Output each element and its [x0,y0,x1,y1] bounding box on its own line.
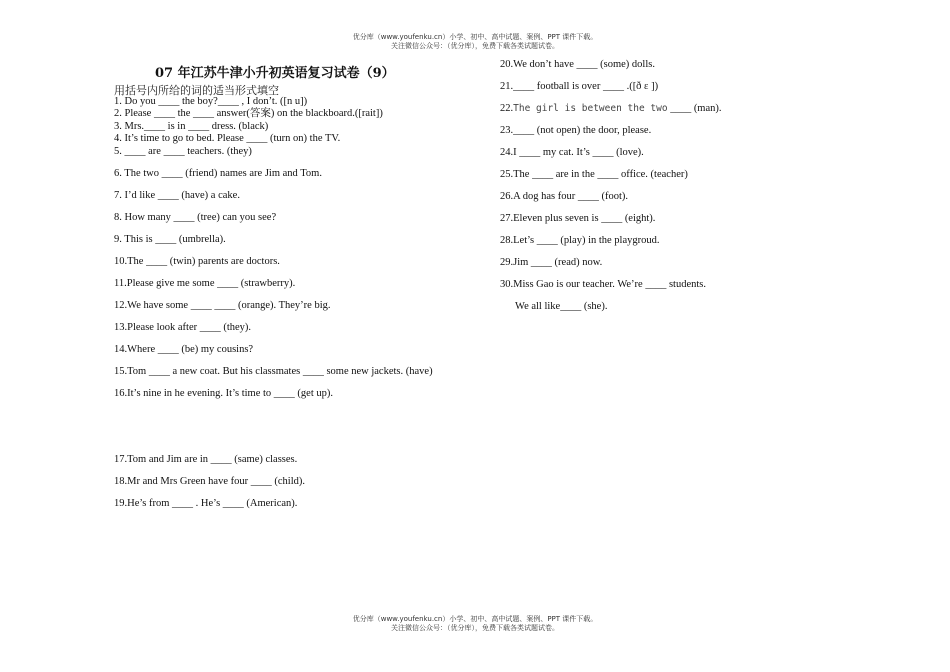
question-7: 7. I’d like ____ (have) a cake. [114,190,240,201]
question-16: 16.It’s nine in he evening. It’s time to ____ (get up). [114,388,334,399]
question-28: 28.Let’s ____ (play) in the playgroud. [500,235,660,246]
question-4: 4. It’s time to go to bed. Please ____ (turn on) the TV. [114,133,341,144]
footer-line-2: 关注微信公众号：（优分库），免费下载各类试题试卷。 [391,624,559,632]
page-footer [0,615,950,633]
question-8: 8. How many ____ (tree) can you see? [114,212,277,223]
question-11: 11.Please give me some ____ (strawberry). [114,278,296,289]
question-30-continued: We all like____ (she). [515,301,608,312]
page-header [0,33,950,51]
footer-line-1: 优分库（www.youfenku.cn）小学、初中、高中试题、案例、PPT 课件下载。 [352,615,598,623]
page-title: 07 年江苏牛津小升初英语复习试卷（9） [155,66,395,81]
question-9: 9. This is ____ (umbrella). [114,234,226,245]
question-21: 21.____ football is over ____ .([ð ɛ ]) [500,81,659,92]
question-22 [500,102,722,115]
question-6: 6. The two ____ (friend) names are Jim and Tom. [114,168,322,179]
question-22-sentence: The girl is between the two [513,103,668,114]
question-26: 26.A dog has four ____ (foot). [500,191,629,202]
question-18: 18.Mr and Mrs Green have four ____ (child). [114,476,305,487]
question-10: 10.The ____ (twin) parents are doctors. [114,256,280,267]
question-17: 17.Tom and Jim are in ____ (same) classes. [114,454,298,465]
question-19: 19.He’s from ____ . He’s ____ (American). [114,498,298,509]
question-3: 3. Mrs.____ is in ____ dress. (black) [114,121,269,132]
question-13: 13.Please look after ____ (they). [114,322,252,333]
question-5: 5. ____ are ____ teachers. (they) [114,146,252,157]
instruction: 用括号内所给的词的适当形式填空 [114,84,279,97]
question-22-number: 22. [500,103,514,114]
question-12: 12.We have some ____ ____ (orange). They’re big. [114,300,331,311]
header-line-2: 关注微信公众号：（优分库），免费下载各类试题试卷。 [391,42,559,50]
question-29: 29.Jim ____ (read) now. [500,257,603,268]
question-15: 15.Tom ____ a new coat. But his classmates ____ some new jackets. (have) [114,366,433,377]
question-1: 1. Do you ____ the boy?____ , I don’t. ([n u]) [114,96,308,107]
question-23: 23.____ (not open) the door, please. [500,125,652,136]
question-20: 20.We don’t have ____ (some) dolls. [500,59,655,70]
question-22-blank: ____ (man). [667,103,722,114]
question-27: 27.Eleven plus seven is ____ (eight). [500,213,656,224]
header-line-1: 优分库（www.youfenku.cn）小学、初中、高中试题、案例、PPT 课件下载。 [352,33,598,41]
question-2: 2. Please ____ the ____ answer(答案) on the blackboard.([rait]) [114,108,383,119]
question-25: 25.The ____ are in the ____ office. (teacher) [500,169,688,180]
question-24: 24.I ____ my cat. It’s ____ (love). [500,147,644,158]
question-30: 30.Miss Gao is our teacher. We’re ____ students. [500,279,707,290]
question-14: 14.Where ____ (be) my cousins? [114,344,254,355]
